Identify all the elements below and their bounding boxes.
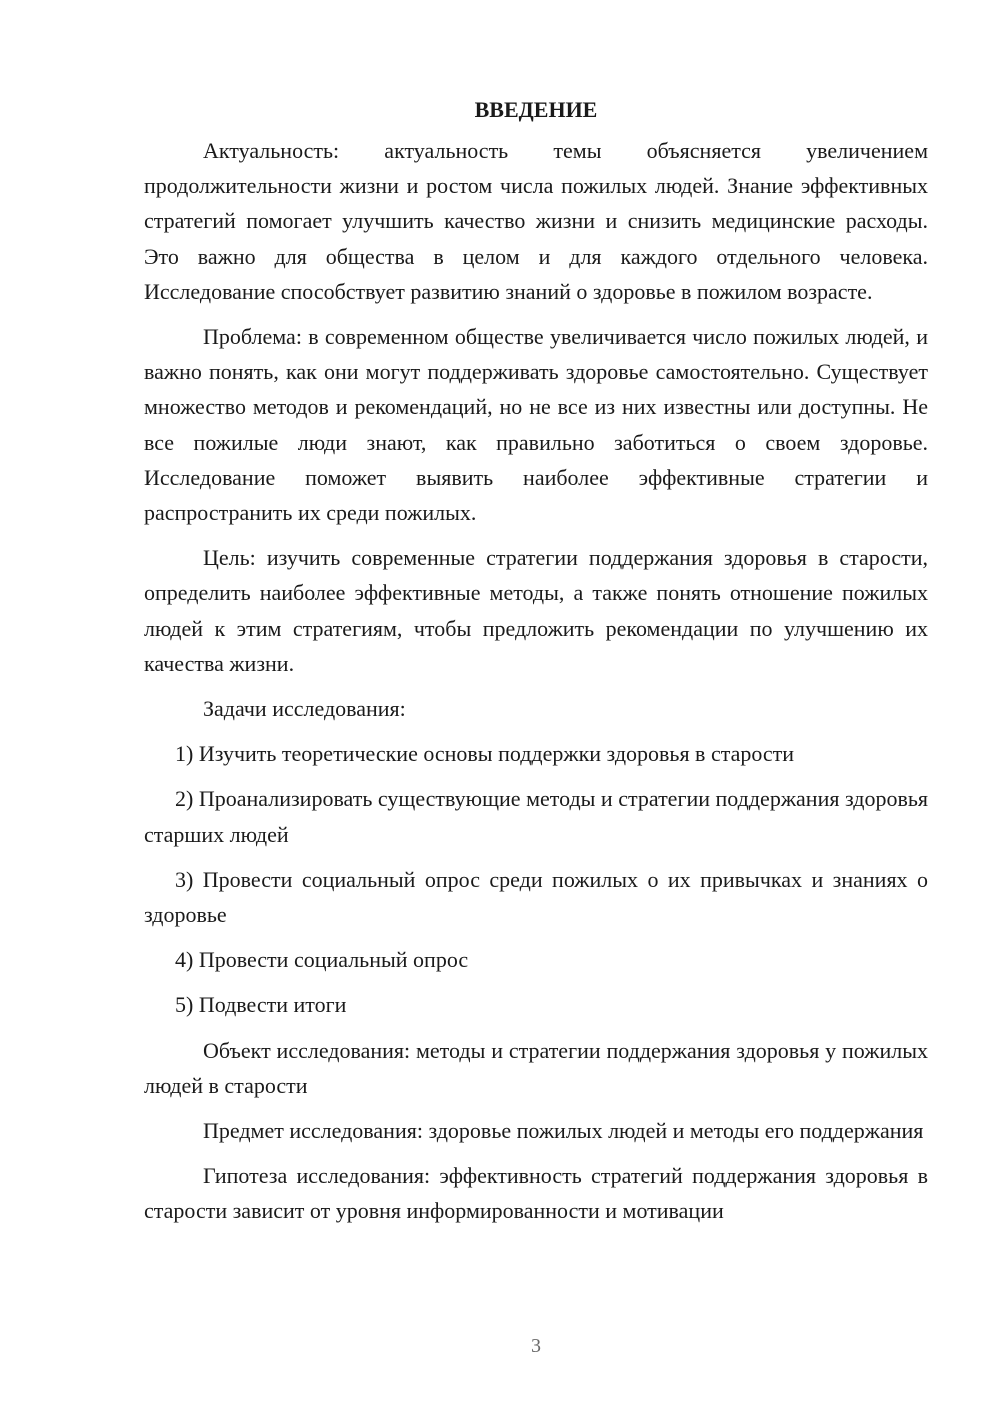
subject-paragraph: Предмет исследования: здоровье пожилых людей и методы его поддержания bbox=[203, 1118, 924, 1144]
problem-paragraph: Проблема: в современном обществе увеличивается число пожилых людей, и важно понять, как они могут поддерживать здоровье самостоятельно. Существует множество методов и рекомендаций, но не все из них известны или доступны. Не все пожилые люди знают, как правильно заботиться о своем здоровье. Исследование поможет выявить наиболее эффективные стратегии и распространить их среди пожилых. bbox=[144, 324, 928, 526]
document-page bbox=[144, 95, 928, 1239]
task-item-2: 2) Проанализировать существующие методы и стратегии поддержания здоровья старших людей bbox=[144, 786, 928, 847]
hypothesis-paragraph: Гипотеза исследования: эффективность стратегий поддержания здоровья в старости зависит от уровня информированности и мотивации bbox=[144, 1163, 928, 1224]
task-item-1: 1) Изучить теоретические основы поддержки здоровья в старости bbox=[175, 741, 795, 767]
page-title: ВВЕДЕНИЕ bbox=[474, 97, 598, 122]
object-paragraph: Объект исследования: методы и стратегии поддержания здоровья у пожилых людей в старости bbox=[144, 1037, 928, 1098]
task-item-4: 4) Провести социальный опрос bbox=[175, 947, 469, 973]
page-number: 3 bbox=[531, 1335, 541, 1357]
task-item-5: 5) Подвести итоги bbox=[175, 992, 347, 1018]
task-item-3: 3) Провести социальный опрос среди пожилых о их привычках и знаниях о здоровье bbox=[144, 866, 928, 928]
relevance-paragraph: Актуальность: актуальность темы объясняется увеличением продолжительности жизни и ростом числа пожилых людей. Знание эффективных стратегий помогает улучшить качество жизни и снизить медицинские расходы. Это важно для общества в целом и для каждого отдельного человека. Исследование способствует развитию знаний о здоровье в пожилом возрасте. bbox=[144, 138, 928, 304]
tasks-title: Задачи исследования: bbox=[203, 696, 406, 722]
goal-paragraph: Цель: изучить современные стратегии поддержания здоровья в старости, определить наиболее эффективные методы, а также понять отношение пожилых людей к этим стратегиям, чтобы предложить рекомендации по улучшению их качества жизни. bbox=[144, 545, 928, 676]
